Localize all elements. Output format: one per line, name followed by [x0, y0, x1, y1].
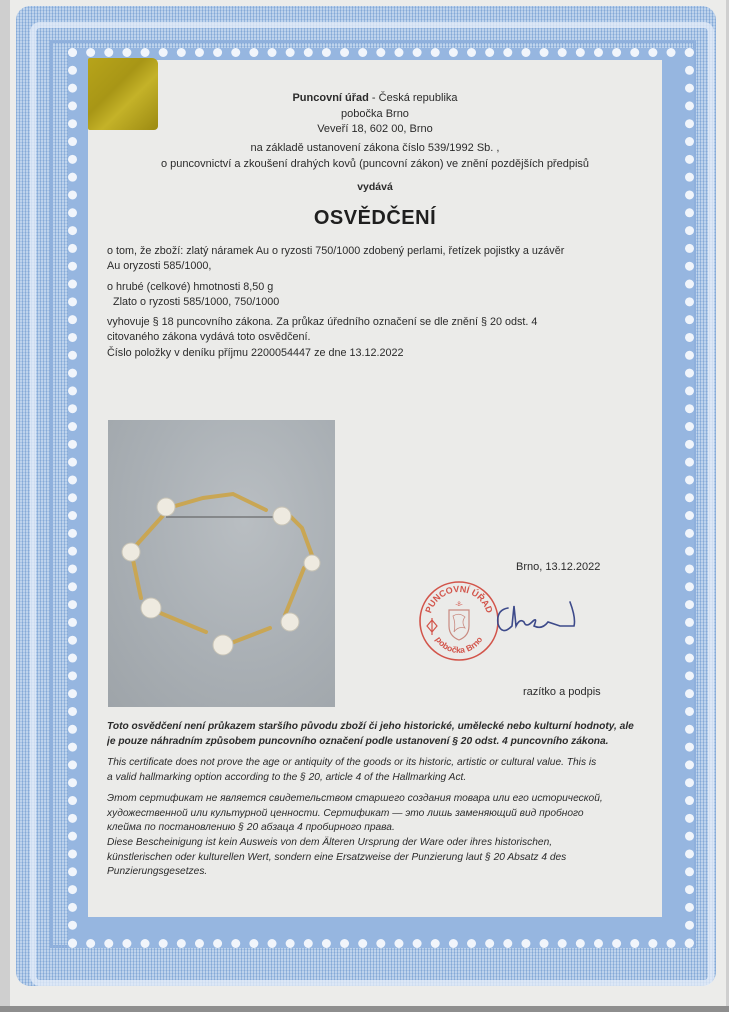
issuer-header [88, 91, 662, 138]
weight-fineness [107, 280, 647, 309]
bracelet-photo [108, 420, 335, 707]
compliance-line: citovaného zákona vydává toto osvědčení. [107, 330, 311, 343]
goods-line: Au oryzosti 585/1000, [107, 259, 212, 272]
pearl [157, 498, 175, 516]
issues-label: vydává [357, 181, 393, 193]
certificate-title: OSVĚDČENÍ [313, 207, 437, 229]
disclaimer-line: Этот сертификат не является свидетельством старшего создания товара или его исторической, [107, 793, 603, 804]
bracelet-link [153, 610, 206, 632]
pearl [281, 613, 299, 631]
official-stamp [418, 580, 500, 662]
hallmark-symbol-icon [427, 618, 437, 635]
disclaimer-line: Diese Bescheinigung ist kein Ausweis von dem Älteren Ursprung der Ware oder ihres historischen, [107, 837, 553, 848]
issuer-country: - Česká republika [368, 92, 458, 104]
pearl [213, 635, 233, 655]
bracelet-link [290, 516, 313, 558]
disclaimer-line: Punzierungsgesetzes. [107, 866, 208, 877]
bracelet-link [132, 510, 168, 550]
disclaimer-english [107, 756, 663, 785]
handwritten-signature [490, 596, 580, 638]
gold-fineness: Zlato o ryzosti 585/1000, 750/1000 [113, 295, 280, 308]
disclaimer-line: künstlerischen oder kulturellen Wert, sondern eine Ersatzweise der Punzierung laut § 20 Absatz 4 des [107, 851, 567, 863]
lion-icon [453, 614, 465, 632]
bracelet-link [285, 568, 304, 615]
goods-description [107, 244, 647, 273]
bracelet-link [132, 555, 141, 598]
legal-basis-line: o puncovnictví a zkoušení drahých kovů (puncovní zákon) ve znění pozdějších předpisů [160, 157, 590, 170]
disclaimer-line: a valid hallmarking option according to the § 20, article 4 of the Hallmarking Act. [107, 771, 467, 783]
bracelet-link [168, 494, 266, 510]
item-number: Číslo položky v deníku příjmu 2200054447 ze dne 13.12.2022 [107, 347, 404, 359]
place-date: Brno, 13.12.2022 [516, 561, 601, 573]
goods-line: o tom, že zboží: zlatý náramek Au o ryzosti 750/1000 zdobený perlami, řetízek pojistky a uzávěr [107, 245, 565, 257]
compliance-line: vyhovuje § 18 puncovního zákona. Za průkaz úředního označení se dle znění § 20 odst. 4 [107, 316, 538, 328]
disclaimer-line: This certificate does not prove the age or antiquity of the goods or its historic, artistic or cultural value. This is [107, 757, 597, 768]
pearl [141, 598, 161, 618]
compliance-statement [107, 315, 647, 344]
disclaimer-line: клейма по постановлению § 20 абзаца 4 пробирного права. [107, 822, 395, 833]
pearl [122, 543, 140, 561]
disclaimer-german [107, 836, 663, 880]
stamp-text-top: PUNCOVNÍ ÚŘAD [423, 583, 495, 615]
background-edge [0, 1006, 729, 1012]
stamp-number: -8- [455, 602, 463, 608]
issuer-office-name: Puncovní úřad [292, 92, 369, 104]
issuer-address: Veveří 18, 602 00, Brno [317, 123, 433, 135]
issuer-office [88, 91, 662, 107]
gross-weight: o hrubé (celkové) hmotnosti 8,50 g [107, 281, 274, 293]
disclaimer-line: художественной или культурной ценности. Сертификат — это лишь заменяющий вид пробного [107, 807, 584, 819]
disclaimer-line: je pouze náhradním způsobem puncovního označení podle ustanovení § 20 odst. 4 puncovního zákona. [107, 735, 609, 747]
issuer-branch: pobočka Brno [341, 107, 409, 120]
pearl [304, 555, 320, 571]
bracelet-illustration [108, 420, 335, 707]
pearl [273, 507, 291, 525]
disclaimer-russian [107, 792, 663, 836]
disclaimer-czech [107, 720, 663, 749]
signature-label: razítko a podpis [523, 686, 601, 698]
legal-basis [88, 141, 662, 172]
legal-basis-line: na základě ustanovení zákona číslo 539/1992 Sb. , [250, 142, 500, 154]
disclaimer-line: Toto osvědčení není průkazem staršího původu zboží či jeho historické, umělecké nebo kulturní hodnoty, ale [107, 721, 634, 732]
stamp-text-bottom: pobočka Brno [433, 634, 485, 656]
